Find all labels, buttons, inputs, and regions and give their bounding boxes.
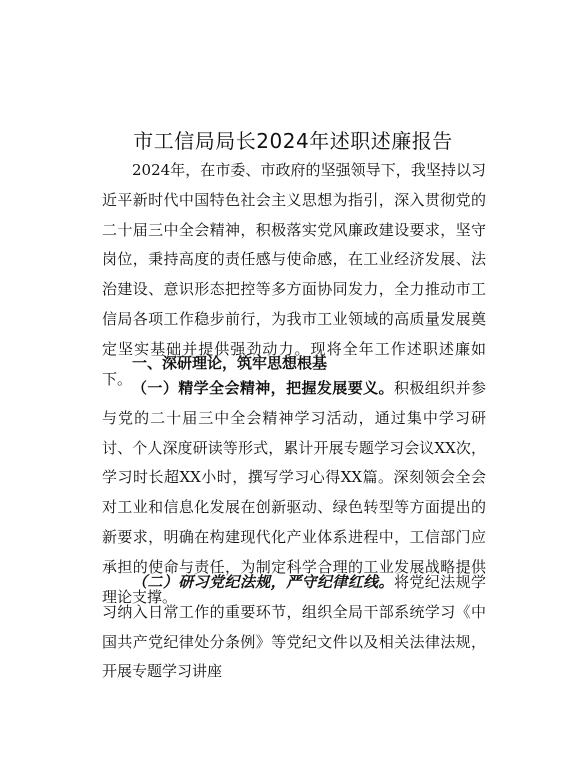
paragraph-2-body: 将党纪法规学习纳入日常工作的重要环节，组织全局干部系统学习《中国共产党纪律处分条例》等党纪文件以及相关法律法规，开展专题学习讲座: [102, 573, 486, 681]
document-title: 市工信局局长2024年述职述廉报告: [133, 129, 453, 153]
paragraph-1-body: 积极组织并参与党的二十届三中全会精神学习活动，通过集中学习研讨、个人深度研读等形式，累计开展专题学习会议XX次，学习时长超XX小时，撰写学习心得XX篇。深刻领会全会对工业和信息化发展在创新驱动、绿色转型等方面提出的新要求，明确在构建现代化产业体系进程中，工信部门应承担的使命与责任，为制定科学合理的工业发展战略提供理论支撑。: [102, 379, 486, 606]
intro-paragraph: 2024年，在市委、市政府的坚强领导下，我坚持以习近平新时代中国特色社会主义思想为指引，深入贯彻党的二十届三中全会精神，积极落实党风廉政建设要求，坚守岗位，秉持高度的责任感与使命感，在工业经济发展、法治建设、意识形态把控等多方面协同发力，全力推动市工信局各项工作稳步前行，为我市工业领域的高质量发展奠定坚实基础并提供强劲动力。现将全年工作述职述廉如下。: [102, 161, 486, 388]
paragraph-2: [102, 568, 486, 687]
paragraph-1-lead: （一）精学全会精神，把握发展要义。: [132, 379, 394, 397]
paragraph-2-lead: （二）研习党纪法规，严守纪律红线。: [132, 573, 394, 591]
section-heading-1: 一、深研理论，筑牢思想根基: [132, 354, 328, 372]
